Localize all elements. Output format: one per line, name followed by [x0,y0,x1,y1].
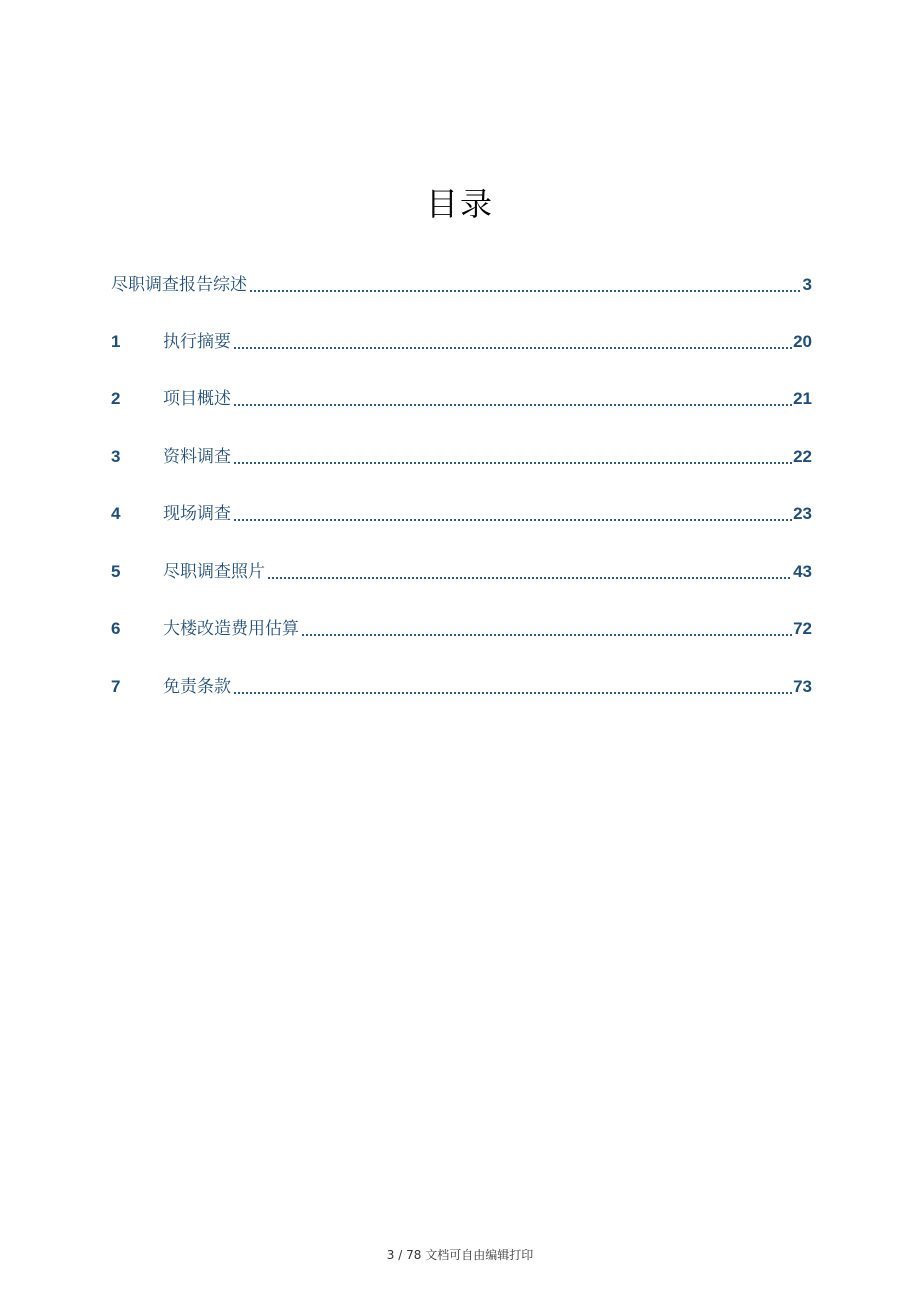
toc-entry-label: 尽职调查报告综述 [111,275,247,295]
toc-dot-leader [233,692,792,694]
toc-entry-number: 1 [111,332,121,351]
toc-entry-4[interactable] [111,495,812,525]
toc-dot-leader [301,634,792,636]
toc-entry-number: 5 [111,562,121,581]
toc-entry-label: 尽职调查照片 [163,562,265,582]
toc-entry-6[interactable] [111,610,812,640]
toc-entry-label: 现场调查 [163,504,231,524]
toc-entry-7[interactable] [111,668,812,698]
toc-page-number: 43 [793,562,812,581]
toc-page-number: 23 [793,504,812,523]
toc-entry-1[interactable] [111,323,812,353]
page-title: 目录 [425,185,494,223]
toc-entry-label: 执行摘要 [163,332,231,352]
toc-entry-number: 4 [111,504,121,523]
toc-dot-leader [249,290,802,292]
toc-page-number: 72 [793,619,812,638]
toc-dot-leader [233,519,792,521]
toc-page-number: 3 [802,275,812,294]
toc-dot-leader [233,462,792,464]
toc-entry-label: 项目概述 [163,389,231,409]
toc-entry-number: 2 [111,389,121,408]
toc-entry-number: 7 [111,677,121,696]
toc-dot-leader [233,347,792,349]
toc-entry-label: 资料调查 [163,447,231,467]
page-footer: 3 / 78 文档可自由编辑打印 [386,1248,534,1262]
toc-page-number: 73 [793,677,812,696]
toc-entry-label: 大楼改造费用估算 [163,619,299,639]
toc-dot-leader [233,404,792,406]
toc-entry-number: 3 [111,447,121,466]
toc-entry-number: 6 [111,619,121,638]
toc-entry-3[interactable] [111,438,812,468]
toc-entry-label: 免责条款 [163,677,231,697]
toc-page-number: 20 [793,332,812,351]
toc-dot-leader [267,577,792,579]
toc-entry-summary[interactable] [111,266,812,296]
toc-entry-2[interactable] [111,380,812,410]
toc-entry-5[interactable] [111,553,812,583]
toc-page-number: 22 [793,447,812,466]
toc-page-number: 21 [793,389,812,408]
